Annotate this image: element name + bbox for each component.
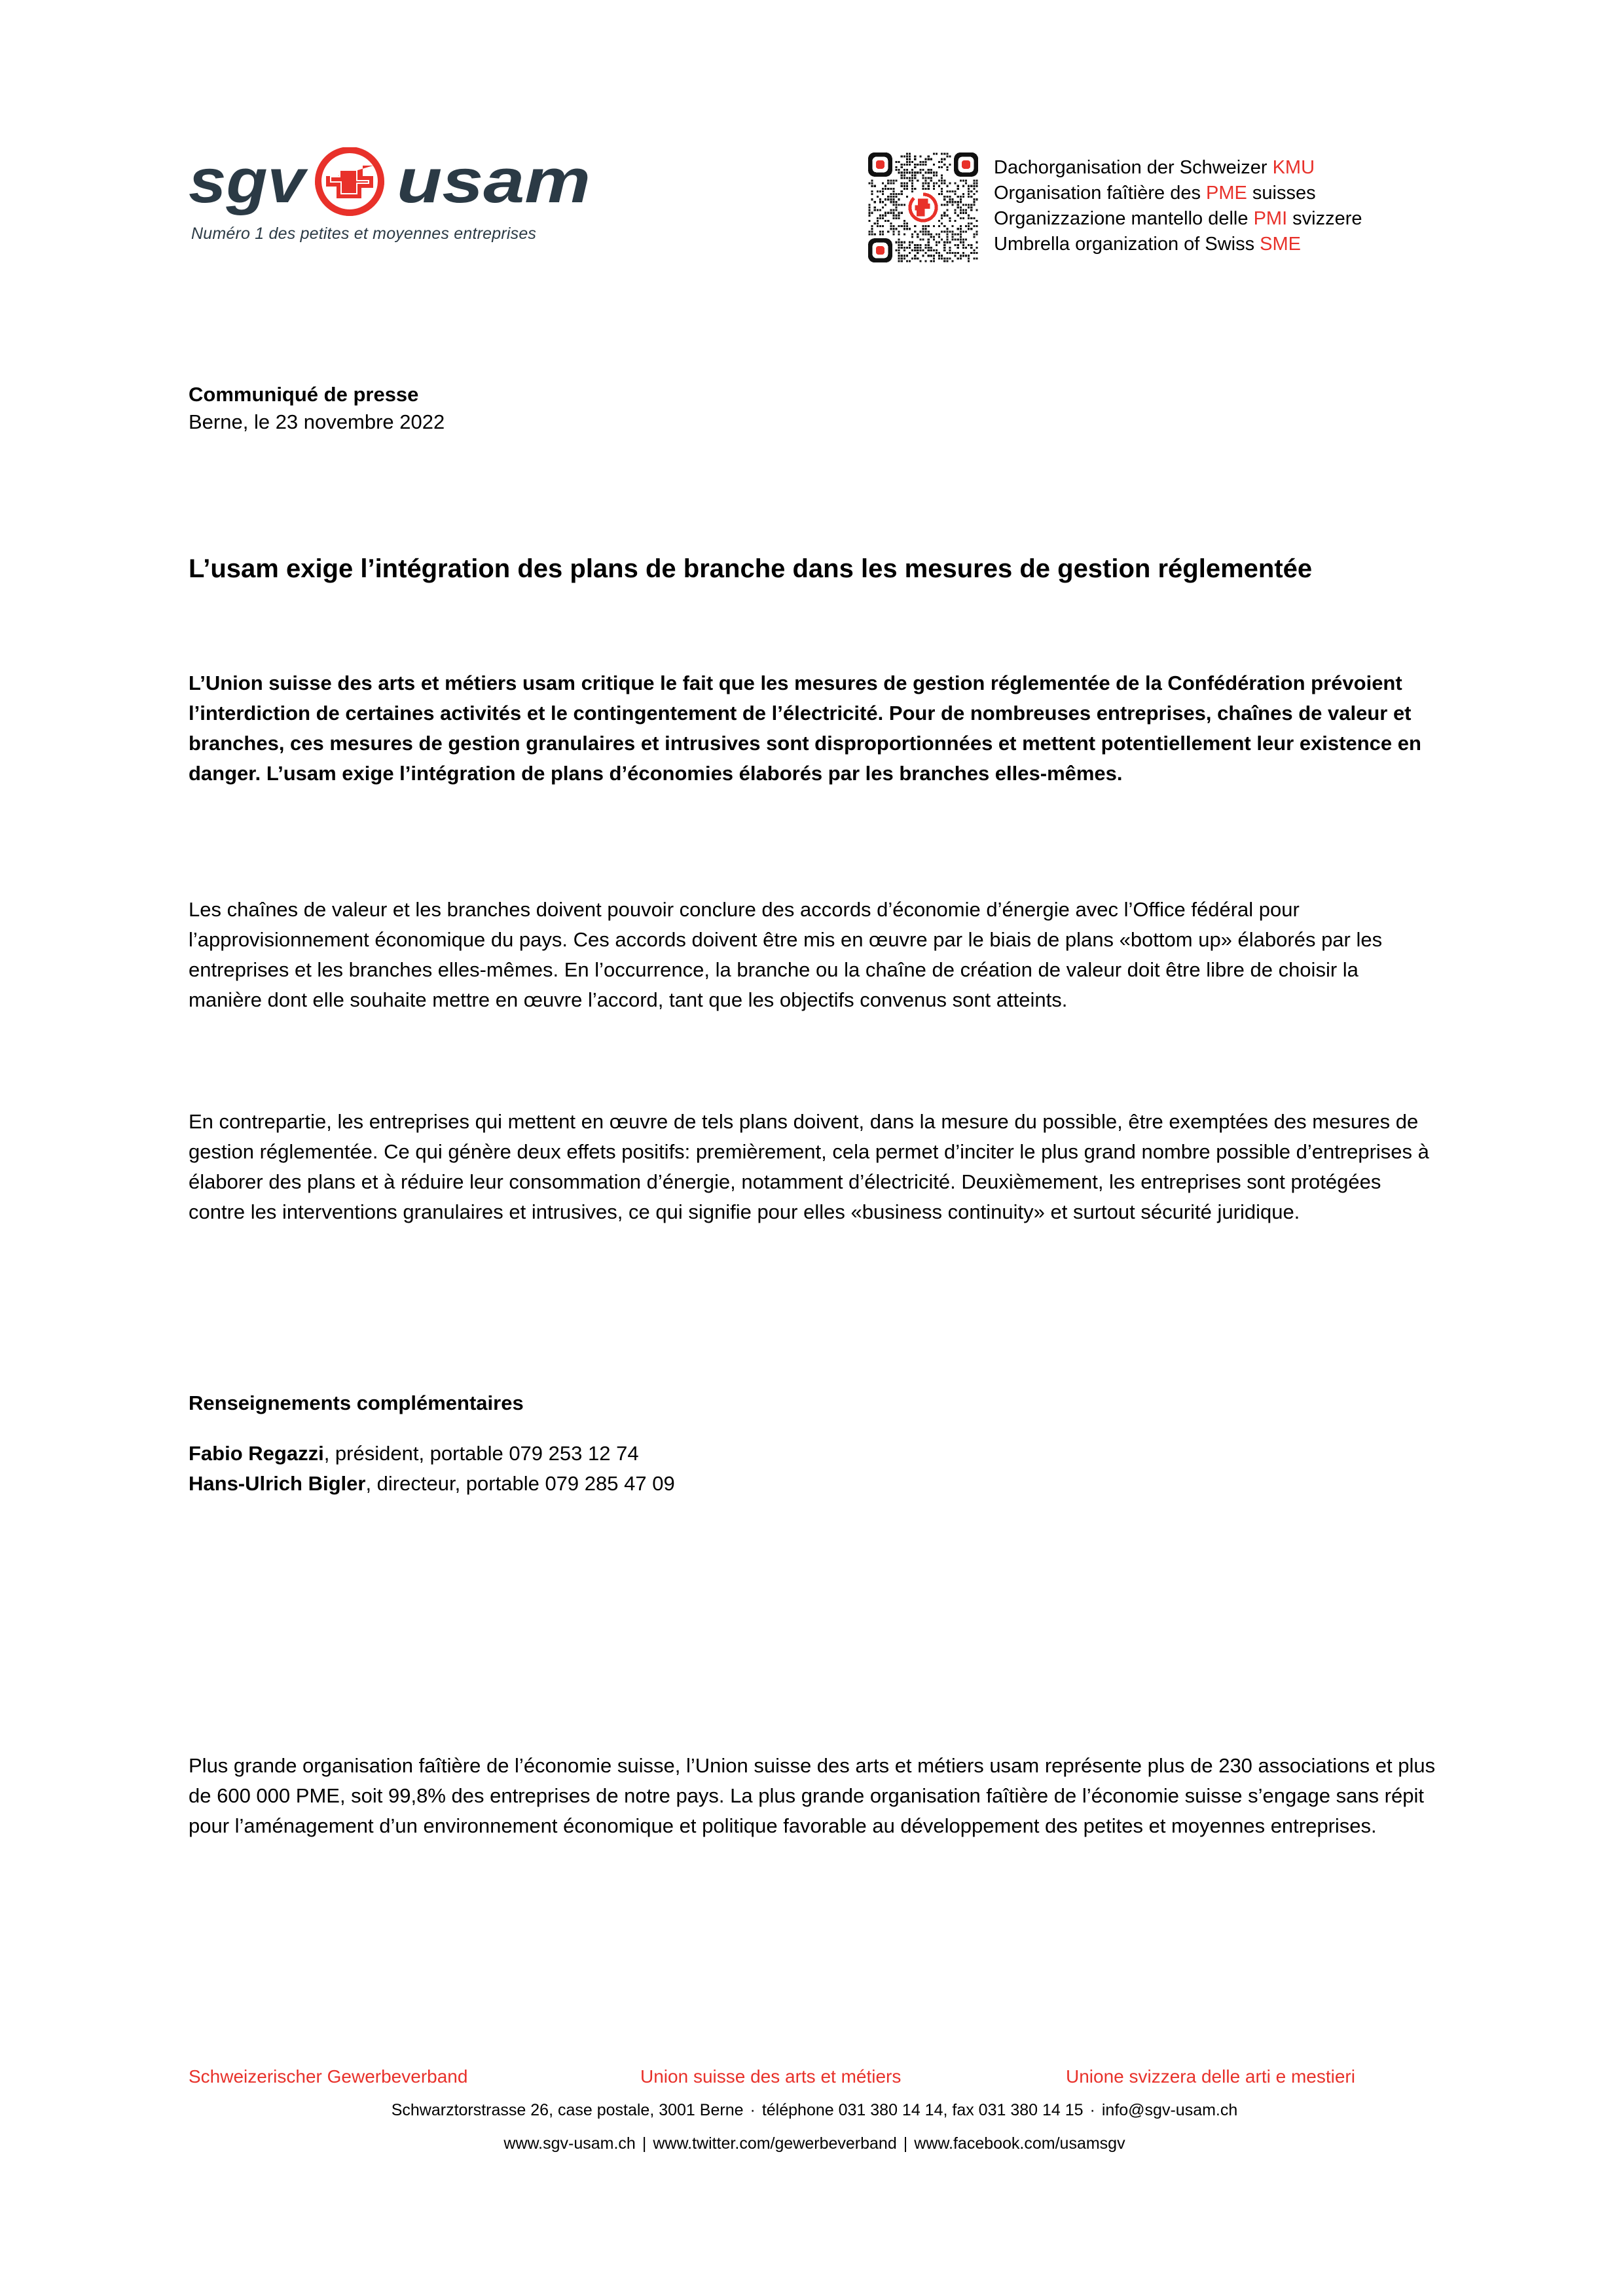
contacts-section bbox=[189, 1389, 1436, 1499]
contact-name: Hans-Ulrich Bigler bbox=[189, 1472, 366, 1495]
qr-claim-en: Umbrella organization of Swiss SME bbox=[994, 234, 1302, 255]
footer-pipe: | bbox=[903, 2134, 908, 2153]
lead-paragraph: L’Union suisse des arts et métiers usam critique le fait que les mesures de gestion réglementée de la Confédération prévoient l’interdiction de certaines activités et le contingentement de l’électricité. Pour de nombreuses entreprises, chaînes de valeur et branches, ces mesures de gestion granulaires et intrusives sont disproportionnées et mettent potentiellement leur existence en danger. L’usam exige l’intégration de plans d’économies élaborés par les branches elles-mêmes. bbox=[189, 672, 1421, 785]
svg-text:usam: usam bbox=[397, 147, 591, 216]
qr-code-with-swiss-cross[interactable] bbox=[868, 152, 978, 262]
footer-website-link[interactable]: www.sgv-usam.ch bbox=[503, 2134, 636, 2153]
swiss-cross-circle-emblem bbox=[318, 150, 381, 213]
qr-claim-fr: Organisation faîtière des PME suisses bbox=[994, 183, 1316, 204]
footer-twitter-link[interactable]: www.twitter.com/gewerbeverband bbox=[653, 2134, 897, 2153]
qr-center-emblem bbox=[909, 194, 937, 221]
footer-contact-line-1 bbox=[189, 2098, 1440, 2123]
footer-contact-line-2 bbox=[189, 2132, 1440, 2156]
footer-separator: · bbox=[1089, 2101, 1095, 2119]
contact-name: Fabio Regazzi bbox=[189, 1442, 324, 1465]
page-header bbox=[0, 147, 1623, 285]
contact-person-1 bbox=[189, 1439, 1436, 1469]
footer-pipe: | bbox=[642, 2134, 647, 2153]
body-paragraph-2: En contrepartie, les entreprises qui mettent en œuvre de tels plans doivent, dans la mesure du possible, être exemptées des mesures de gestion réglementée. Ce qui génère deux effets positifs: premièrement, cela permet d’inciter le plus grand nombre possible d’entreprises à élaborer des plans et à réduire leur consommation d’énergie, notamment d’électricité. Deuxièmement, les entreprises sont protégées contre les interventions granulaires et intrusives, ce qui signifie pour elles «business continuity» et surtout sécurité juridique. bbox=[189, 1110, 1429, 1223]
contact-person-2 bbox=[189, 1469, 1436, 1499]
contacts-heading: Renseignements complémentaires bbox=[189, 1391, 524, 1414]
qr-claim-de: Dachorganisation der Schweizer KMU bbox=[994, 157, 1315, 178]
qr-claim-lines bbox=[994, 152, 1362, 257]
svg-text:sgv: sgv bbox=[189, 147, 308, 216]
footer-organization-names bbox=[189, 2064, 1440, 2089]
document-meta bbox=[189, 381, 1440, 436]
contact-details: , président, portable 079 253 12 74 bbox=[323, 1442, 639, 1465]
sgv-usam-logo bbox=[189, 147, 594, 243]
body-paragraph-1: Les chaînes de valeur et les branches doivent pouvoir conclure des accords d’économie d’énergie avec l’Office fédéral pour l’approvisionnement économique du pays. Ces accords doivent être mis en œuvre par le biais de plans «bottom up» élaborés par les entreprises et les branches elles-mêmes. En l’occurrence, la branche ou la chaîne de création de valeur doit être libre de choisir la manière dont elle souhaite mettre en œuvre l’accord, tant que les objectifs convenus sont atteints. bbox=[189, 898, 1383, 1011]
footer-email[interactable]: info@sgv-usam.ch bbox=[1101, 2101, 1238, 2119]
qr-claim-it: Organizzazione mantello delle PMI svizzere bbox=[994, 208, 1362, 229]
footer-facebook-link[interactable]: www.facebook.com/usamsgv bbox=[914, 2134, 1125, 2153]
logo-wordmark bbox=[189, 147, 594, 221]
footer-org-de: Schweizerischer Gewerbeverband bbox=[189, 2066, 468, 2087]
footer-separator: · bbox=[750, 2101, 756, 2119]
logo-tagline: Numéro 1 des petites et moyennes entreprises bbox=[191, 224, 537, 243]
qr-and-claims bbox=[868, 152, 1362, 262]
footer-org-fr: Union suisse des arts et métiers bbox=[640, 2066, 902, 2087]
contact-details: , directeur, portable 079 285 47 09 bbox=[365, 1472, 675, 1495]
page-title: L’usam exige l’intégration des plans de branche dans les mesures de gestion réglementée bbox=[189, 554, 1313, 583]
footer-org-it: Unione svizzera delle arti e mestieri bbox=[1066, 2066, 1355, 2087]
footer-street-address: Schwarztorstrasse 26, case postale, 3001 Berne bbox=[391, 2101, 744, 2119]
place-and-date: Berne, le 23 novembre 2022 bbox=[189, 410, 445, 433]
footer-phone: téléphone 031 380 14 14, fax 031 380 14 15 bbox=[761, 2101, 1084, 2119]
page-footer bbox=[189, 2064, 1440, 2156]
about-boilerplate: Plus grande organisation faîtière de l’économie suisse, l’Union suisse des arts et métiers usam représente plus de 230 associations et plus de 600 000 PME, soit 99,8% des entreprises de notre pays. La plus grande organisation faîtière de l’économie suisse s’engage sans répit pour l’aménagement d’un environnement économique et politique favorable au développement des petites et moyennes entreprises. bbox=[189, 1754, 1436, 1837]
document-type-label: Communiqué de presse bbox=[189, 383, 419, 406]
